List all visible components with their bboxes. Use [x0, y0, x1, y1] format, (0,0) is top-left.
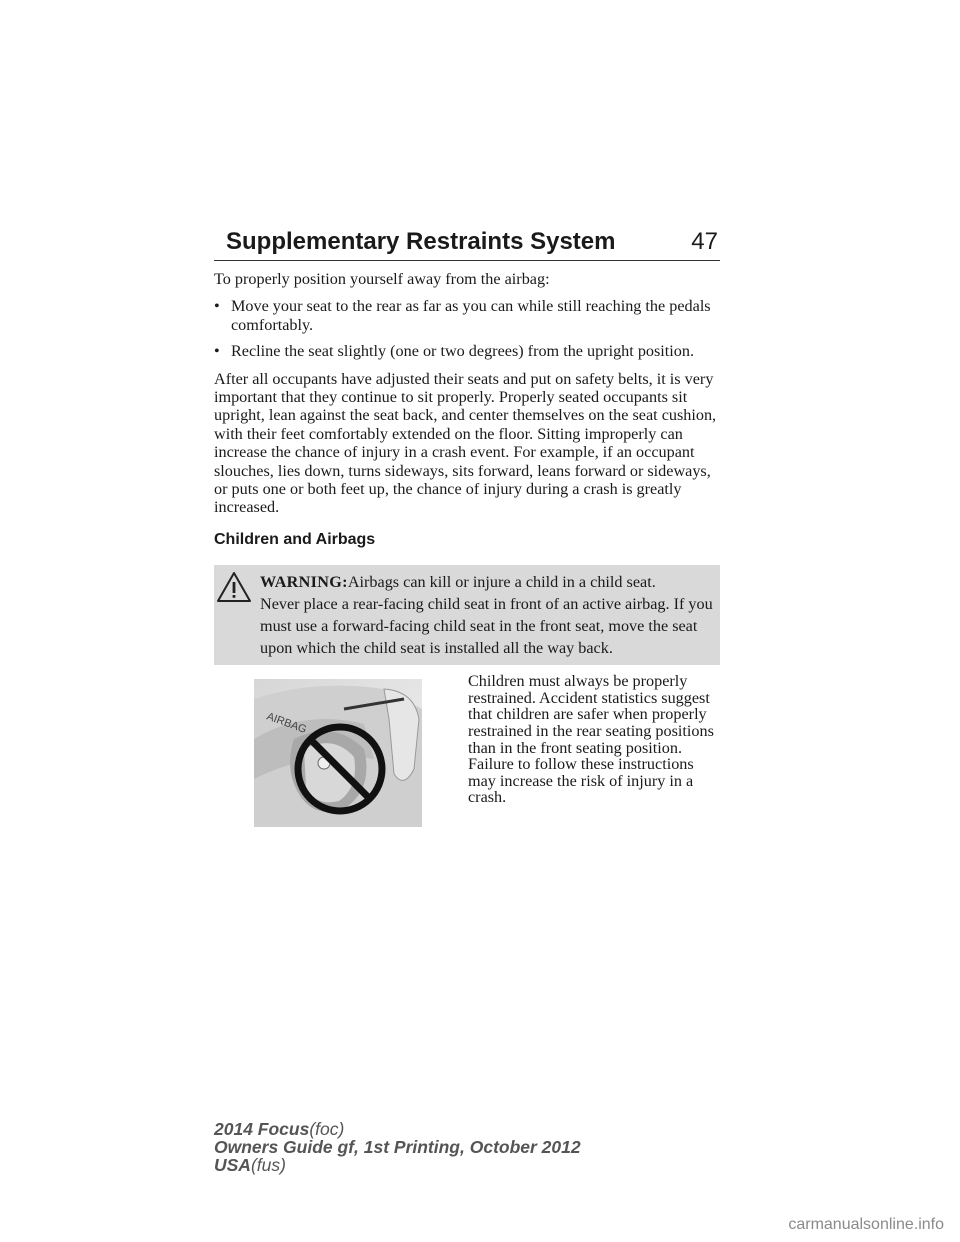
manual-page	[214, 0, 720, 1242]
intro-text: To properly position yourself away from the airbag:	[214, 270, 550, 288]
bullet-item	[214, 297, 720, 334]
footer-line-2	[214, 1138, 581, 1156]
bullet-item	[214, 342, 720, 360]
watermark-link[interactable]: carmanualsonline.info	[788, 1216, 944, 1233]
bullet-text: Recline the seat slightly (one or two degrees) from the upright position.	[231, 342, 695, 361]
page-title: Supplementary Restraints System	[226, 228, 616, 255]
footer-market: USA	[214, 1155, 251, 1175]
warning-text-rest: Never place a rear-facing child seat in front of an active airbag. If you must use a forward-facing child seat in the front seat, move the seat upon which the child seat is installed all the way back.	[260, 595, 713, 658]
footer-market-code: (fus)	[250, 1155, 286, 1175]
warning-label: WARNING:	[260, 573, 348, 592]
child-seat-airbag-illustration	[254, 679, 422, 827]
warning-first-line	[216, 571, 716, 593]
warning-triangle-icon	[216, 571, 252, 603]
children-content	[214, 673, 720, 843]
page-header	[214, 224, 720, 261]
footer-line-3	[214, 1156, 581, 1174]
footer-edition: Owners Guide gf, 1st Printing, October 2012	[214, 1137, 581, 1157]
body-paragraph: After all occupants have adjusted their seats and put on safety belts, it is very important that they continue to sit properly. Properly seated occupants sit upright, lean against the seat back, and center themselves on the seat cushion, with their feet comfortably extended on the floor. Sitting improperly can increase the chance of injury in a crash event. For example, if an occupant slouches, lies down, turns sideways, sits forward, leans forward or sideways, or puts one or both feet up, the chance of injury during a crash is greatly increased.	[214, 369, 717, 517]
bullet-text: Move your seat to the rear as far as you can while still reaching the pedals comfortably.	[231, 297, 711, 334]
page-body	[214, 270, 720, 843]
bullet-symbol: •	[214, 297, 220, 316]
bullet-symbol: •	[214, 342, 220, 361]
illustration-label: AIRBAG	[264, 710, 309, 737]
footer-line-1	[214, 1120, 581, 1138]
footer-model-code: (foc)	[309, 1119, 345, 1139]
bullet-list	[214, 297, 720, 360]
warning-text-first: Airbags can kill or injure a child in a child seat.	[347, 573, 656, 592]
page-footer	[214, 1120, 581, 1174]
warning-box	[214, 565, 720, 665]
page-number: 47	[691, 228, 718, 255]
footer-model: 2014 Focus	[214, 1119, 310, 1139]
children-safety-text: Children must always be properly restrained. Accident statistics suggest that children are safer when properly restrained in the rear seating positions than in the front seating position. Failure to follow these instructions may increase the risk of injury in a crash.	[468, 672, 714, 807]
section-heading: Children and Airbags	[214, 530, 376, 548]
